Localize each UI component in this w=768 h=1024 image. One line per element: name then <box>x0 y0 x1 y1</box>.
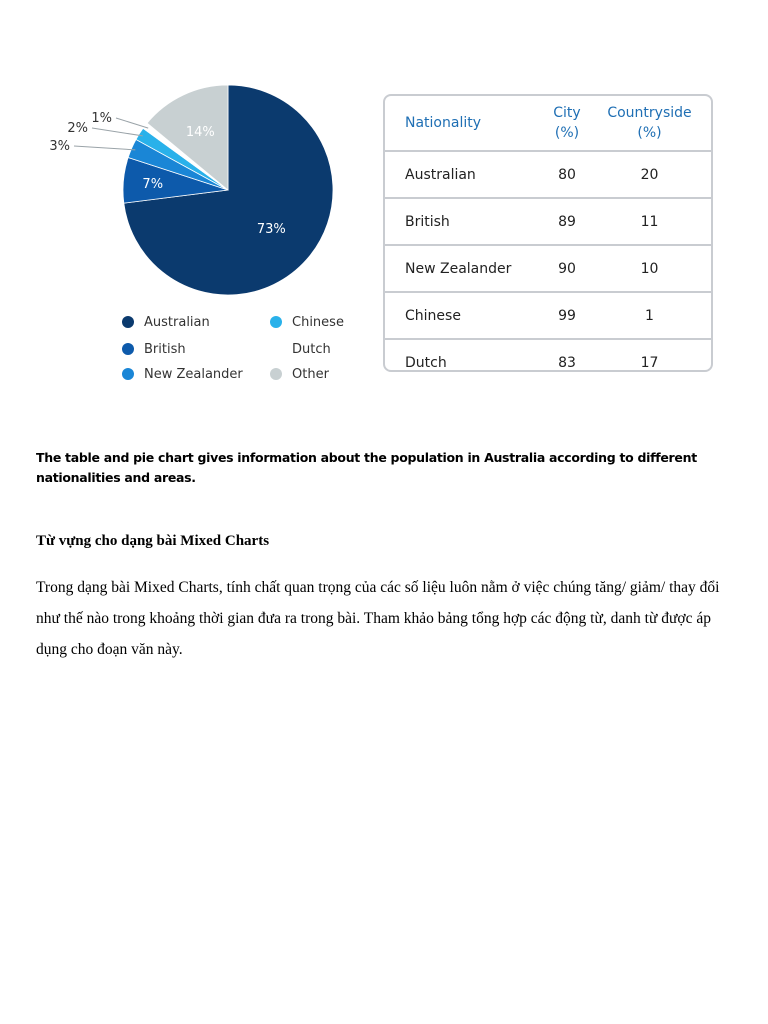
cell-city: 80 <box>558 166 576 183</box>
pie-legend <box>122 312 362 392</box>
body-paragraph: Trong dạng bài Mixed Charts, tính chất quan trọng của các số liệu luôn nằm ở việc chúng tăng/ giảm/ thay đổi như thế nào trong khoảng thời gian đưa ra trong bài. Tham khảo bảng tổng hợp các động từ, danh từ được áp dụng cho đoạn văn này. <box>36 579 720 658</box>
legend-label: Dutch <box>292 341 331 357</box>
table-header-row <box>385 96 711 151</box>
legend-swatch <box>270 316 282 328</box>
pie-chart <box>0 0 360 310</box>
cell-city: 99 <box>546 292 588 339</box>
legend-item-dutch <box>270 339 331 359</box>
legend-swatch <box>122 343 134 355</box>
leader-line <box>74 146 135 150</box>
header-city: City (%) <box>546 96 588 151</box>
cell-countryside: 1 <box>588 292 711 339</box>
slice-label-chinese: 2% <box>67 121 88 136</box>
cell-nationality: Chinese <box>385 292 546 339</box>
slice-label-dutch: 1% <box>91 111 112 126</box>
cell-nationality: New Zealander <box>385 245 546 292</box>
legend-swatch <box>122 368 134 380</box>
slice-label-british: 7% <box>142 176 164 192</box>
legend-label: New Zealander <box>144 366 243 382</box>
legend-item-other <box>270 364 329 384</box>
legend-item-australian <box>122 312 210 332</box>
table-row <box>385 292 711 339</box>
cell-city: 83 <box>546 339 588 372</box>
slice-label-new-zealander: 3% <box>49 139 70 154</box>
figure-caption: The table and pie chart gives information about the population in Australia according to different nationalities and areas. <box>36 450 697 485</box>
table-row <box>385 151 711 198</box>
cell-nationality: British <box>385 198 546 245</box>
legend-label: British <box>144 341 186 357</box>
section-heading: Từ vựng cho dạng bài Mixed Charts <box>36 533 270 549</box>
table-row <box>385 245 711 292</box>
legend-label: Australian <box>144 314 210 330</box>
table-row <box>385 339 711 372</box>
legend-swatch <box>122 316 134 328</box>
legend-item-new-zealander <box>122 364 243 384</box>
legend-item-british <box>122 339 186 359</box>
slice-label-other: 14% <box>185 125 215 141</box>
legend-swatch <box>270 368 282 380</box>
cell-countryside: 11 <box>588 198 711 245</box>
table-row <box>385 198 711 245</box>
data-table <box>385 96 711 372</box>
cell-countryside: 10 <box>588 245 711 292</box>
cell-countryside: 17 <box>588 339 711 372</box>
legend-label: Other <box>292 366 329 382</box>
leader-line <box>92 128 143 136</box>
leader-line <box>116 118 148 128</box>
header-nationality: Nationality <box>385 96 546 151</box>
cell-city: 90 <box>546 245 588 292</box>
nationality-table <box>383 94 713 372</box>
cell-nationality: Australian <box>405 166 476 183</box>
header-countryside: Countryside (%) <box>588 96 711 151</box>
cell-city: 89 <box>546 198 588 245</box>
slice-label-australian: 73% <box>256 222 286 238</box>
legend-item-chinese <box>270 312 344 332</box>
mixed-figure <box>0 0 768 400</box>
cell-nationality: Dutch <box>385 339 546 372</box>
cell-countryside: 20 <box>640 166 659 183</box>
legend-label: Chinese <box>292 314 344 330</box>
